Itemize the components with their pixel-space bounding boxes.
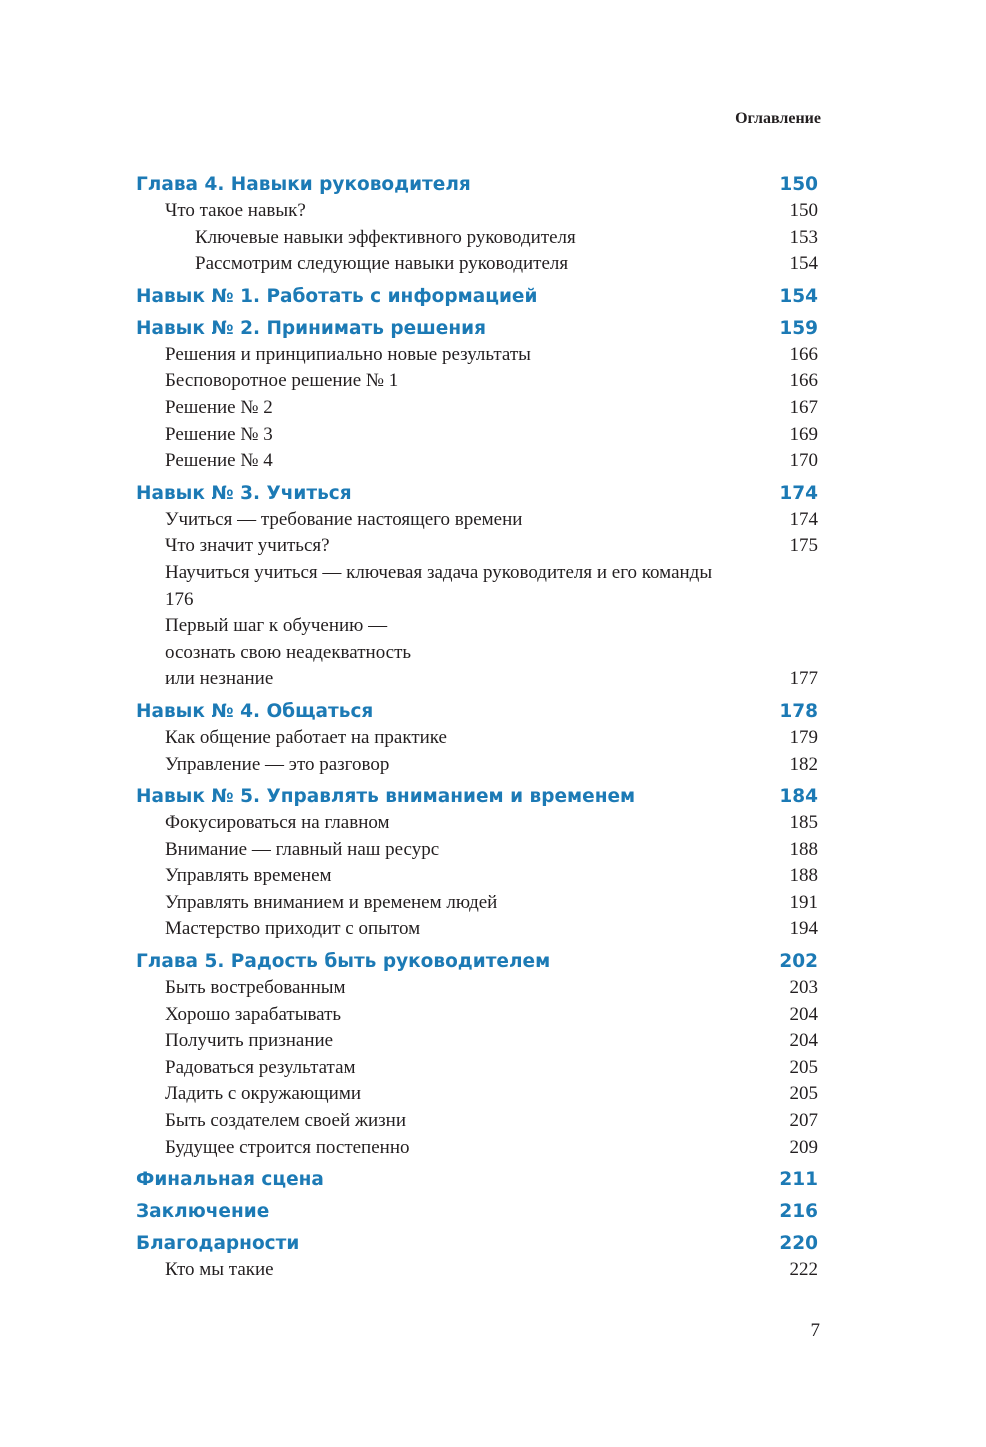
toc-heading-title: Глава 5. Радость быть руководителем <box>136 951 551 973</box>
toc-entry-page: 204 <box>789 1030 818 1052</box>
toc-entry[interactable] <box>136 1028 818 1055</box>
toc-entry-title: Быть востребованным <box>165 977 346 999</box>
toc-entry-page: 204 <box>789 1003 818 1025</box>
toc-entry-title: Решение № 4 <box>165 450 273 472</box>
toc-heading-title: Глава 4. Навыки руководителя <box>136 174 471 195</box>
toc-heading-skill2[interactable] <box>136 316 818 342</box>
toc-heading-page: 211 <box>779 1169 818 1191</box>
toc-entry[interactable] <box>136 890 818 917</box>
toc-entry[interactable] <box>136 533 818 560</box>
toc-entry-page: 222 <box>789 1259 818 1281</box>
toc-heading-title: Заключение <box>136 1201 270 1223</box>
toc-entry-title: Научиться учиться — ключевая задача руководителя и его команды <box>165 561 713 583</box>
toc-entry[interactable] <box>136 1257 818 1284</box>
toc-entry-page: 203 <box>789 977 818 999</box>
toc-entry-page: 150 <box>789 200 818 221</box>
toc-entry-title-line: или незнание <box>165 668 274 690</box>
page-number: 7 <box>810 1320 820 1341</box>
toc-heading-page: 216 <box>779 1201 818 1223</box>
toc-heading-page: 154 <box>779 285 818 307</box>
toc-entry-page: 175 <box>789 535 818 557</box>
toc-entry-first-step[interactable] <box>136 613 818 693</box>
toc-entry[interactable] <box>136 810 818 837</box>
toc-entry-title: Получить признание <box>165 1030 334 1052</box>
toc-entry-title: Управлять вниманием и временем людей <box>165 891 498 913</box>
toc-heading-page: 159 <box>779 317 818 339</box>
toc-entry-page: 188 <box>789 838 818 860</box>
toc-entry-title: Будущее строится постепенно <box>165 1136 410 1158</box>
toc-entry-title: Решение № 3 <box>165 423 273 445</box>
toc-entry-title: Управлять временем <box>165 865 332 887</box>
toc-entry-page: 191 <box>789 891 818 913</box>
toc-heading-skill5[interactable] <box>136 784 818 810</box>
toc-entry[interactable] <box>136 975 818 1002</box>
toc-entry[interactable] <box>136 916 818 943</box>
toc-entry-page: 166 <box>789 370 818 392</box>
toc-entry-page: 174 <box>789 508 818 530</box>
toc-entry-page: 185 <box>789 812 818 834</box>
toc-heading-page: 178 <box>779 700 818 722</box>
toc-heading-page: 150 <box>779 174 818 195</box>
toc-entry-title: Фокусироваться на главном <box>165 812 390 834</box>
toc-entry-title: Бесповоротное решение № 1 <box>165 370 399 392</box>
toc-entry-title: Что такое навык? <box>165 200 306 221</box>
toc-entry-page: 188 <box>789 865 818 887</box>
toc-entry-title: Учиться — требование настоящего времени <box>165 508 523 530</box>
toc-heading-final-scene[interactable] <box>136 1167 818 1193</box>
toc-entry[interactable] <box>136 342 818 369</box>
toc-heading-page: 202 <box>779 951 818 973</box>
toc-entry-title: Быть создателем своей жизни <box>165 1110 407 1132</box>
toc-heading-skill3[interactable] <box>136 481 818 507</box>
toc-entry-title: Мастерство приходит с опытом <box>165 918 421 940</box>
toc-heading-title: Навык № 3. Учиться <box>136 482 352 504</box>
toc-entry[interactable] <box>136 1081 818 1108</box>
toc-entry-page: 179 <box>789 726 818 748</box>
toc-entry-page: 194 <box>789 918 818 940</box>
toc-heading-title: Навык № 4. Общаться <box>136 700 374 722</box>
toc-heading-skill4[interactable] <box>136 699 818 725</box>
toc-entry-page: 182 <box>789 753 818 775</box>
toc-entry-title: Радоваться результатам <box>165 1056 356 1078</box>
toc-heading-page: 174 <box>779 482 818 504</box>
toc-entry-page: 209 <box>789 1136 818 1158</box>
toc-entry[interactable] <box>136 225 818 252</box>
toc-entry[interactable] <box>136 448 818 475</box>
toc-entry[interactable] <box>136 422 818 449</box>
toc-entry[interactable] <box>136 251 818 278</box>
toc-entry-title: Решения и принципиально новые результаты <box>165 343 531 365</box>
toc-entry-page: 167 <box>789 396 818 418</box>
toc-entry-title: Рассмотрим следующие навыки руководителя <box>195 253 569 275</box>
toc-entry-page: 153 <box>789 226 818 248</box>
toc-heading-title: Финальная сцена <box>136 1169 324 1191</box>
toc-heading-title: Навык № 5. Управлять вниманием и временем <box>136 786 636 808</box>
running-head: Оглавление <box>735 110 821 127</box>
toc-heading-title: Навык № 2. Принимать решения <box>136 317 486 339</box>
toc-entry-title-line: Первый шаг к обучению — <box>165 615 388 637</box>
toc-heading-skill1[interactable] <box>136 284 818 310</box>
toc-heading-conclusion[interactable] <box>136 1199 818 1225</box>
toc-entry[interactable] <box>136 198 818 225</box>
toc-entry[interactable] <box>136 863 818 890</box>
toc-heading-chapter4[interactable] <box>136 172 818 198</box>
toc-entry-title: Решение № 2 <box>165 396 273 418</box>
toc-entry-page: 170 <box>789 450 818 472</box>
toc-entry[interactable] <box>136 837 818 864</box>
toc-entry-page: 207 <box>789 1110 818 1132</box>
toc-entry[interactable] <box>136 1002 818 1029</box>
toc-entry[interactable] <box>136 752 818 779</box>
toc-heading-title: Благодарности <box>136 1233 300 1255</box>
toc-entry-page: 176 <box>165 588 194 610</box>
toc-entry[interactable] <box>136 1055 818 1082</box>
toc-heading-page: 220 <box>779 1233 818 1255</box>
toc-heading-title: Навык № 1. Работать с информацией <box>136 285 538 307</box>
toc-entry[interactable] <box>136 725 818 752</box>
toc-entry-title: Хорошо зарабатывать <box>165 1003 342 1025</box>
toc-entry-title: Управление — это разговор <box>165 753 390 775</box>
toc-entry-page: 177 <box>789 668 818 690</box>
toc-entry-page: 169 <box>789 423 818 445</box>
toc-entry[interactable] <box>136 1108 818 1135</box>
toc-entry-page: 166 <box>789 343 818 365</box>
toc-heading-chapter5[interactable] <box>136 949 818 975</box>
toc-entry-learn-to-learn[interactable] <box>136 560 818 613</box>
toc-entry[interactable] <box>136 1135 818 1162</box>
toc-entry-title-line: осознать свою неадекватность <box>165 641 412 663</box>
toc-heading-page: 184 <box>779 786 818 808</box>
toc-entry-page: 205 <box>789 1083 818 1105</box>
toc-entry[interactable] <box>136 368 818 395</box>
toc-entry[interactable] <box>136 395 818 422</box>
table-of-contents <box>136 172 818 1284</box>
toc-entry-page: 154 <box>789 253 818 275</box>
toc-entry-title: Кто мы такие <box>165 1259 274 1281</box>
toc-entry[interactable] <box>136 507 818 534</box>
toc-entry-page: 205 <box>789 1056 818 1078</box>
toc-entry-title: Что значит учиться? <box>165 535 330 557</box>
toc-entry-title: Ключевые навыки эффективного руководителя <box>195 226 576 248</box>
toc-entry-title: Ладить с окружающими <box>165 1083 362 1105</box>
toc-entry-title: Как общение работает на практике <box>165 726 447 748</box>
toc-entry-title: Внимание — главный наш ресурс <box>165 838 440 860</box>
toc-heading-acknowledgements[interactable] <box>136 1231 818 1257</box>
